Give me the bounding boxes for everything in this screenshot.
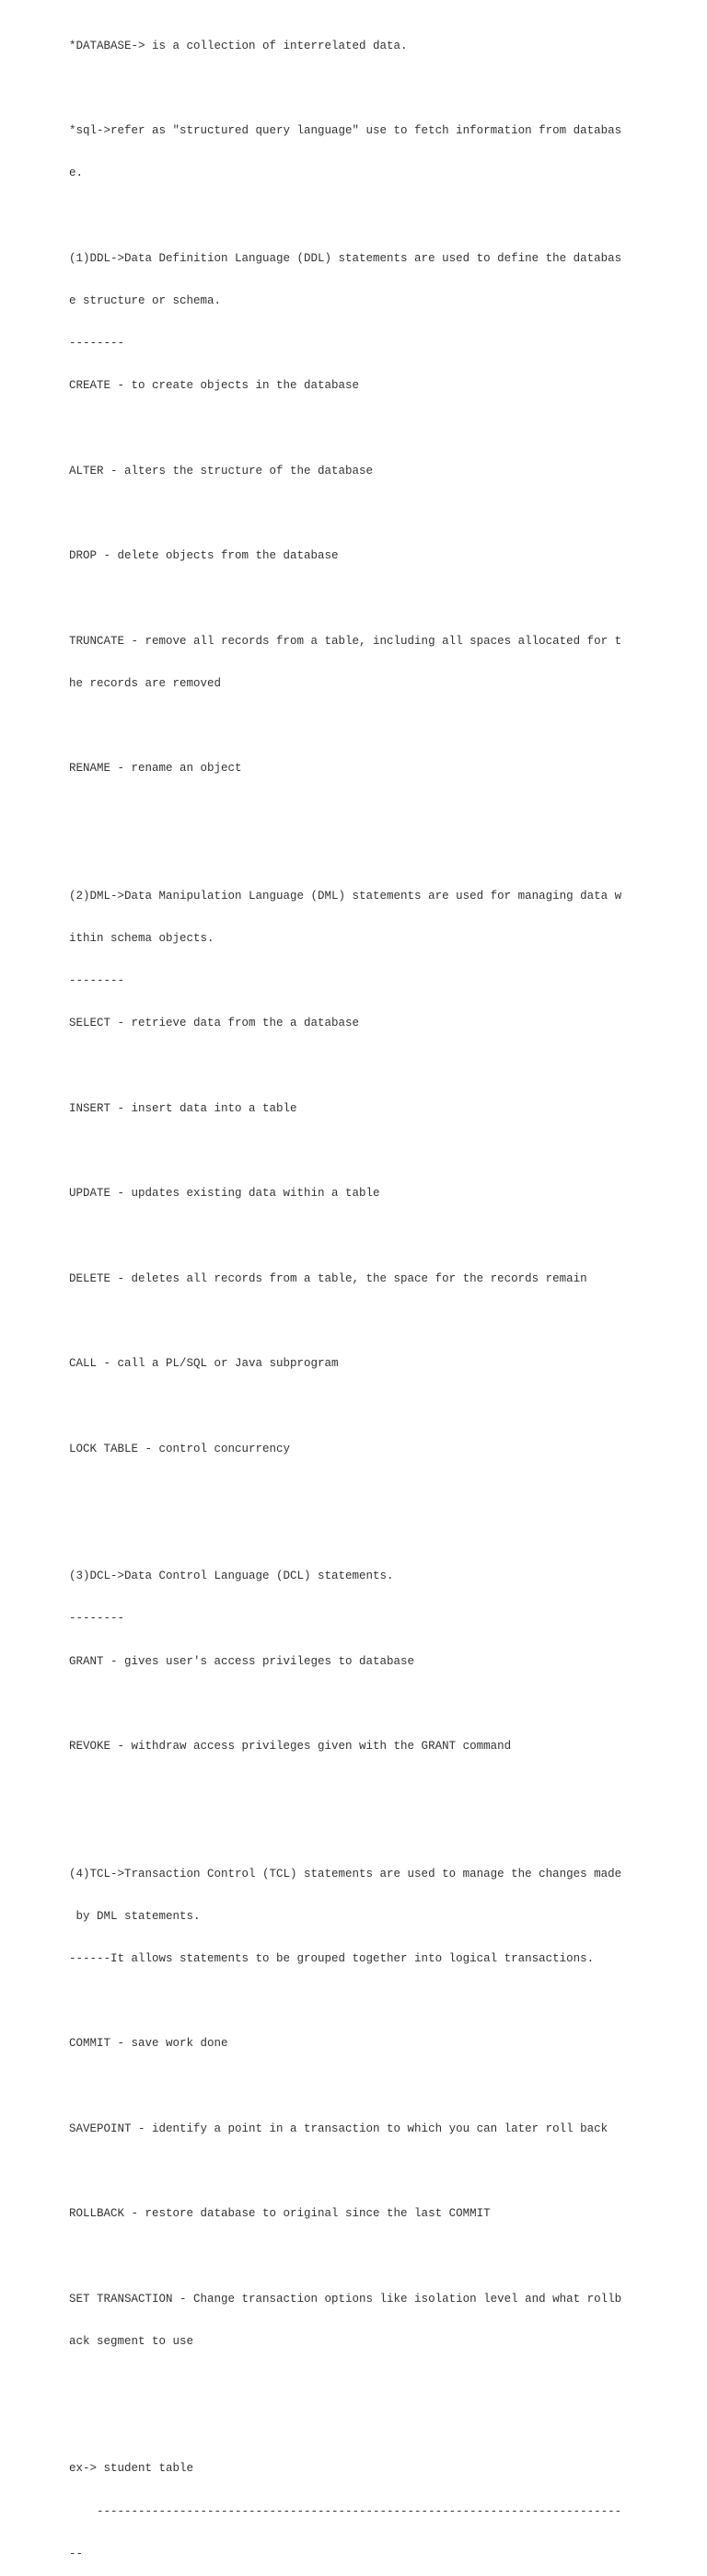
blank-line (69, 1782, 621, 1796)
blank-line (69, 1697, 621, 1711)
blank-line (69, 1144, 621, 1158)
text-line: INSERT - insert data into a table (69, 1101, 297, 1115)
blank-line (69, 1824, 621, 1838)
separator-line: ------It allows statements to be grouped together into logical transactions. (69, 1951, 595, 1965)
dml-heading-line: (2)DML->Data Manipulation Language (DML) statements are used for managing data w (69, 889, 622, 903)
text-line: DELETE - deletes all records from a table, the space for the records remain (69, 1271, 587, 1285)
separator-line: -------- (69, 337, 125, 351)
blank-line (69, 847, 621, 861)
blank-line (69, 1995, 621, 2008)
text-line: RENAME - rename an object (69, 762, 242, 776)
text-line: ROLLBACK - restore database to original since the last COMMIT (69, 2207, 491, 2221)
dcl-heading-line: (3)DCL->Data Control Language (DCL) statements. (69, 1570, 394, 1583)
text-line: GRANT - gives user's access privileges to database (69, 1654, 415, 1668)
separator-line: -------- (69, 974, 125, 988)
blank-line (69, 2249, 621, 2263)
blank-line (69, 2420, 621, 2433)
blank-line (69, 592, 621, 605)
blank-line (69, 1060, 621, 1074)
text-line: UPDATE - updates existing data within a table (69, 1187, 380, 1201)
blank-line (69, 1230, 621, 1244)
example-heading-line: ex-> student table (69, 2462, 194, 2476)
text-line: *sql->refer as "structured query language" use to fetch information from databas (69, 124, 622, 138)
text-line: ALTER - alters the structure of the database (69, 464, 374, 477)
blank-line (69, 2080, 621, 2094)
text-line: REVOKE - withdraw access privileges given with the GRANT command (69, 1739, 512, 1753)
document-text (69, 11, 621, 2576)
blank-line (69, 1315, 621, 1328)
text-line: TRUNCATE - remove all records from a table, including all spaces allocated for t (69, 634, 622, 648)
text-line: e. (69, 167, 84, 180)
blank-line (69, 2165, 621, 2179)
text-line: ack segment to use (69, 2334, 194, 2348)
text-line: *DATABASE-> is a collection of interrelated data. (69, 39, 408, 52)
blank-line (69, 210, 621, 224)
text-line: CREATE - to create objects in the database (69, 379, 360, 393)
blank-line (69, 804, 621, 818)
blank-line (69, 1527, 621, 1541)
text-line: ithin schema objects. (69, 932, 214, 946)
text-line: LOCK TABLE - control concurrency (69, 1442, 291, 1455)
text-line: e structure or schema. (69, 294, 222, 308)
blank-line (69, 719, 621, 733)
separator-line: ---------------------------------------------------------------------------- (69, 2504, 622, 2518)
text-line: SELECT - retrieve data from the a database (69, 1017, 360, 1030)
tcl-heading-line: (4)TCL->Transaction Control (TCL) statements are used to manage the changes made (69, 1867, 622, 1880)
text-line: he records are removed (69, 676, 222, 690)
blank-line (69, 2377, 621, 2391)
text-line: COMMIT - save work done (69, 2037, 228, 2051)
text-line: DROP - delete objects from the database (69, 549, 339, 563)
text-line: by DML statements. (69, 1909, 201, 1923)
ddl-heading-line: (1)DDL->Data Definition Language (DDL) statements are used to define the databas (69, 251, 622, 265)
blank-line (69, 1485, 621, 1499)
blank-line (69, 82, 621, 96)
separator-line: -------- (69, 1612, 125, 1626)
text-line: CALL - call a PL/SQL or Java subprogram (69, 1357, 339, 1371)
text-line: SET TRANSACTION - Change transaction options like isolation level and what rollb (69, 2292, 622, 2306)
blank-line (69, 422, 621, 436)
separator-line: -- (69, 2547, 84, 2560)
blank-line (69, 1399, 621, 1413)
blank-line (69, 507, 621, 521)
text-line: SAVEPOINT - identify a point in a transaction to which you can later roll back (69, 2122, 608, 2135)
